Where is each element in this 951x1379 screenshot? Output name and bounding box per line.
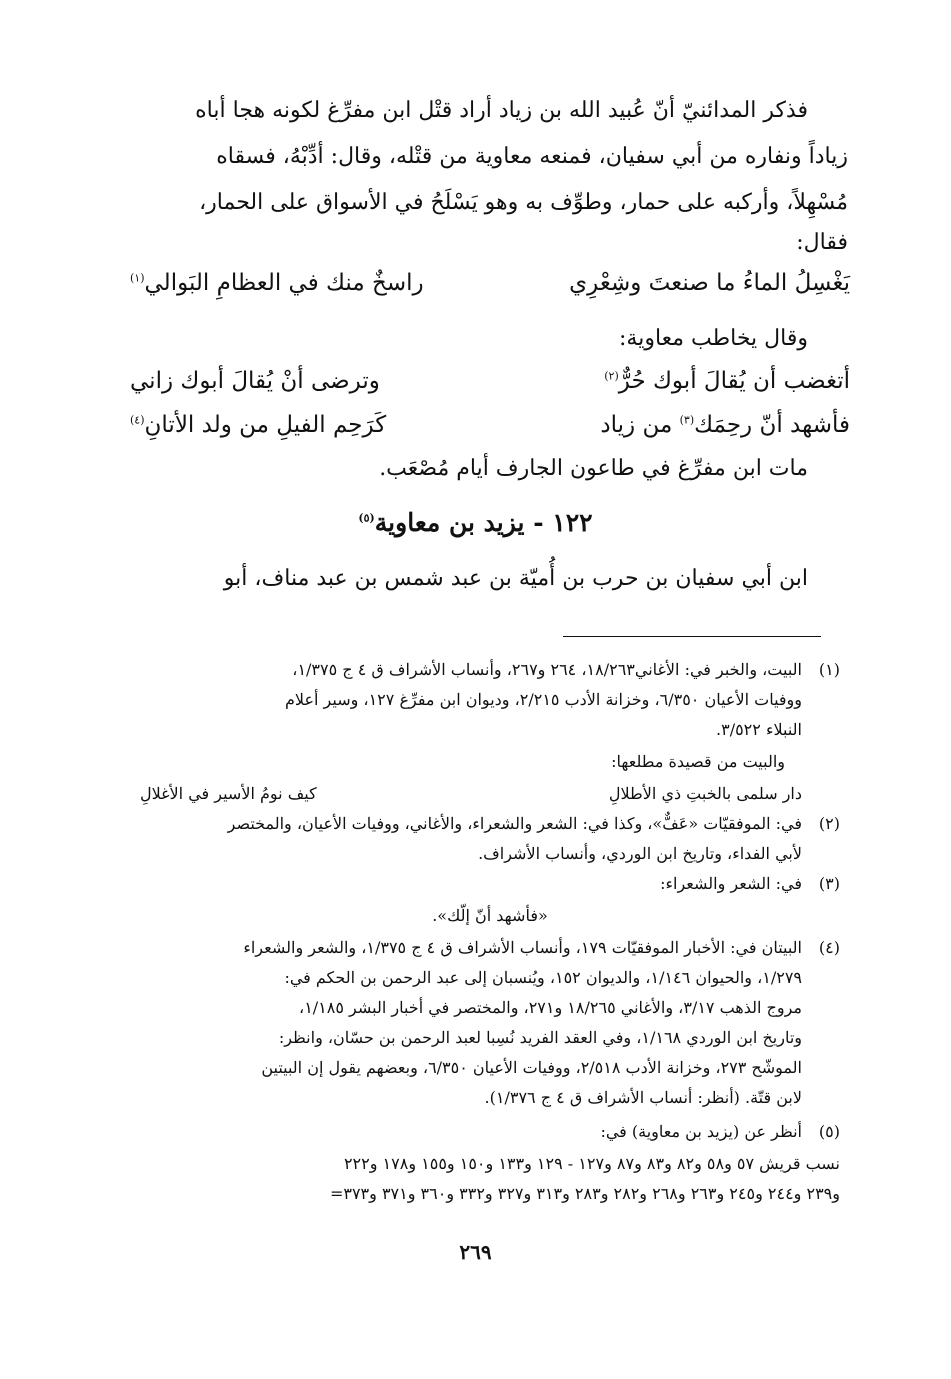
footnote-marker-2: (٢) [604,369,619,383]
footnotes [140,660,840,1220]
para1-line-3: مُسْهِلاً، وأركبه على حمار، وطوِّف به وهو يَسْلَحُ في الأسواق على الحمار، [199,190,848,215]
entry-heading-text: ١٢٢ - يزيد بن معاوية [374,508,593,537]
note-1-line-3: النبلاء ٣/٥٢٢. [716,720,802,739]
verse-1-hemistich-2 [130,270,424,296]
verse-2-hemistich-2: وترضى أنْ يُقالَ أبوك زاني [130,368,380,394]
note-4-number: (٤) [818,938,840,957]
note-4-line-5: الموشّح ٢٧٣، وخزانة الأدب ٢/٥١٨، ووفيات الأعيان ٦/٣٥٠، وبعضهم يقول إن البيتين [261,1058,802,1077]
para1-line-2: زياداً ونفاره من أبي سفيان، فمنعه معاوية من قتْله، وقال: أدِّبْهُ، فسقاه [216,144,848,169]
para1-line-1: فذكر المدائنيّ أنّ عُبيد الله بن زياد أراد قتْل ابن مفرِّغ لكونه هجا أباه [195,98,808,123]
note-3-quote: «فأشهد أنّ إلّك». [432,906,548,925]
verse-1 [130,270,850,304]
footnote-marker-5: (٥) [358,511,375,525]
entry-heading [0,508,951,537]
verse-1-hemistich-2-text: راسخٌ منك في العظامِ البَوالي [144,270,424,296]
footnote-separator [563,636,821,637]
note-5-line-3: و٢٣٩ و٢٤٤ و٢٤٥ و٢٦٣ و٢٦٨ و٢٨٢ و٢٨٣ و٣١٣ و٣٢٧ و٣٣٢ و٣٦٠ و٣٧١ و٣٧٣= [329,1184,840,1203]
verse-3-hemistich-1 [600,412,850,438]
note-1-verse-h1: دار سلمى بالخبتِ ذي الأطلالِ [608,784,802,803]
note-4-line-4: وتاريخ ابن الوردي ١/١٦٨، وفي العقد الفريد نُسِبا لعبد الرحمن بن حسّان، وانظر: [278,1028,802,1047]
verse-1-hemistich-1: يَغْسِلُ الماءُ ما صنعتَ وشِعْرِي [569,270,850,296]
verse-3 [130,412,850,446]
note-2-line-2: لأبي الفداء، وتاريخ ابن الوردي، وأنساب الأشراف. [478,844,802,863]
verse-2-hemistich-1 [604,368,850,394]
para1-line-4: فقال: [796,230,848,255]
note-3-line-1: في: الشعر والشعراء: [660,874,802,893]
verse-3-hemistich-2 [130,412,386,438]
note-2-line-1: في: الموفقيّات «عَفٌّ»، وكذا في: الشعر والشعراء، والأغاني، ووفيات الأعيان، والمختصر [227,814,802,833]
note-5-line-1: أنظر عن (يزيد بن معاوية) في: [600,1122,802,1141]
note-4-line-1: البيتان في: الأخبار الموفقيّات ١٧٩، وأنساب الأشراف ق ٤ ج ١/٣٧٥، والشعر والشعراء [243,938,802,957]
intro-2: وقال يخاطب معاوية: [618,326,808,351]
footnote-marker-4: (٤) [130,413,145,427]
verse-3-hemistich-1-end: من زياد [600,412,673,438]
note-1-line-2: ووفيات الأعيان ٦/٣٥٠، وخزانة الأدب ٢/٢١٥، وديوان ابن مفرِّغ ١٢٧، وسير أعلام [285,690,802,709]
note-1-line-1: البيت، والخبر في: الأغاني١٨/٢٦٣، ٢٦٤ و٢٦٧، وأنساب الأشراف ق ٤ ج ١/٣٧٥، [292,660,802,679]
note-1-verse-h2: كيف نومُ الأسير في الأغلالِ [140,784,317,803]
note-5-number: (٥) [818,1122,840,1141]
note-4-line-2: ١/٢٧٩، والحيوان ١/١٤٦، والديوان ١٥٢، ويُنسبان إلى عبد الرحمن بن الحكم في: [284,968,802,987]
note-1-subtext: والبيت من قصيدة مطلعها: [611,752,785,771]
para2-line-1: ابن أبي سفيان بن حرب بن أُميّة بن عبد شمس بن عبد مناف، أبو [223,566,808,591]
note-3-number: (٣) [818,874,840,893]
verse-2 [130,368,850,402]
verse-3-hemistich-1-text: فأشهد أنّ رحِمَك [694,412,850,438]
note-5-line-2: نسب قريش ٥٧ و٥٨ و٨٢ و٨٣ و٨٧ و١٢٧ - ١٢٩ و١٣٣ و١٥٠ و١٥٥ و١٧٨ و٢٢٢ [343,1154,840,1173]
verse-3-hemistich-2-text: كَرَحِم الفيلِ من ولد الأتانِ [144,412,387,438]
note-2-number: (٢) [818,814,840,833]
verse-2-hemistich-1-text: أتغضب أن يُقالَ أبوك حُرٌّ [618,368,850,394]
note-1-number: (١) [818,660,840,679]
page-number: ٢٦٩ [459,1240,492,1264]
note-4-line-6: لابن قتّة. (أنظر: أنساب الأشراف ق ٤ ج ١/٣٧٦). [484,1088,802,1107]
death-note: مات ابن مفرِّغ في طاعون الجارف أيام مُصْعَب. [379,456,808,481]
note-4-line-3: مروج الذهب ٣/١٧، والأغاني ١٨/٢٦٥ و٢٧١، والمختصر في أخبار البشر ١/١٨٥، [299,998,802,1017]
footnote-marker-1: (١) [130,271,145,285]
footnote-marker-3: (٣) [679,413,695,427]
